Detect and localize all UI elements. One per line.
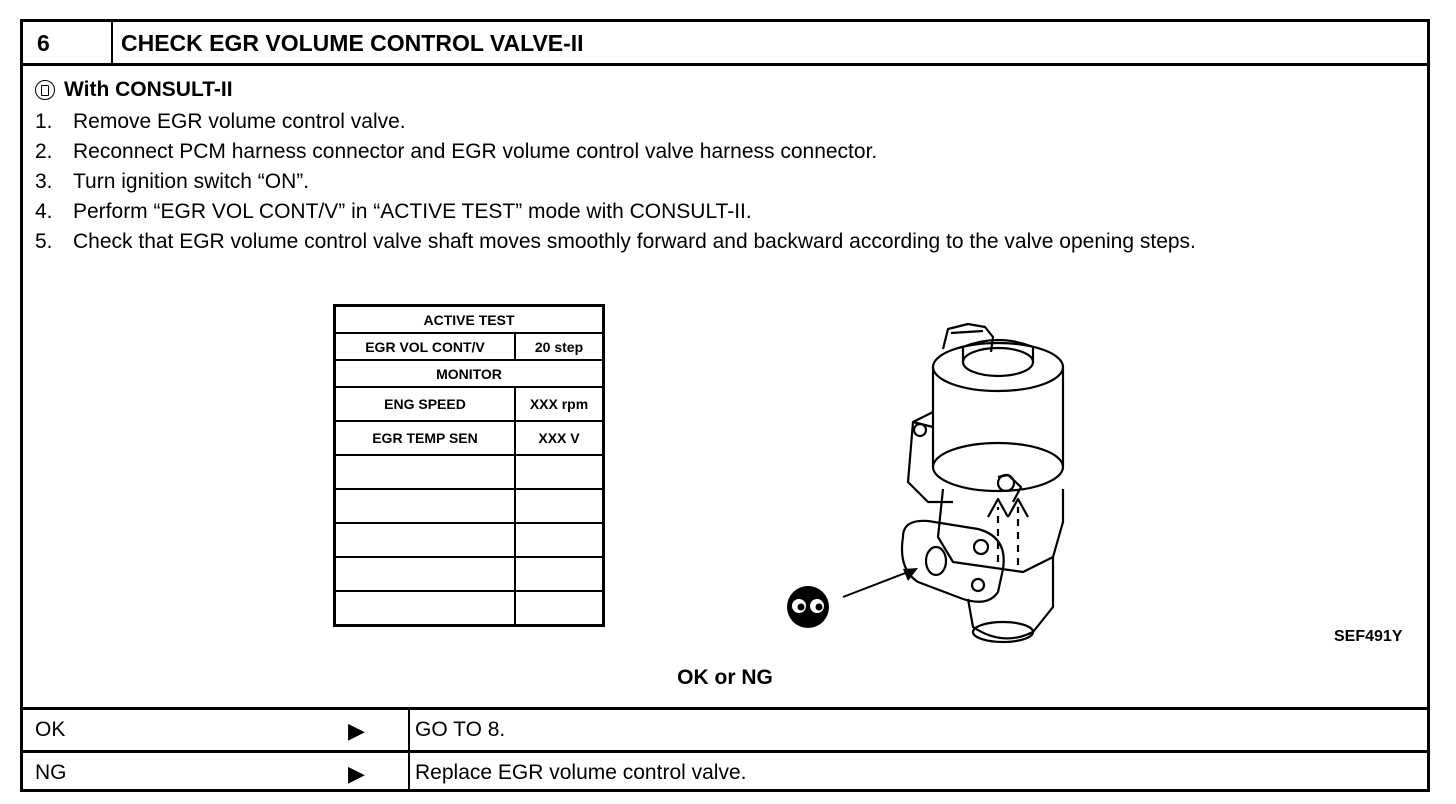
step-header [23, 22, 1427, 66]
step-text: Perform “EGR VOL CONT/V” in “ACTIVE TEST” mode with CONSULT-II. [73, 200, 752, 223]
empty-cell [335, 489, 516, 523]
monitor-heading: MONITOR [335, 360, 604, 387]
monitor-item-value: XXX V [515, 421, 604, 455]
step-text: Remove EGR volume control valve. [73, 110, 406, 133]
step-title: CHECK EGR VOLUME CONTROL VALVE-II [121, 30, 584, 56]
procedure-step [35, 167, 1403, 197]
step-number: 6 [37, 30, 50, 56]
procedure-step [35, 137, 1403, 167]
step-text: Turn ignition switch “ON”. [73, 170, 310, 193]
empty-cell [515, 523, 604, 557]
test-item-value: 20 step [515, 333, 604, 360]
right-triangle-icon: ▶ [348, 761, 365, 786]
step-text: Check that EGR volume control valve shaft moves smoothly forward and backward according to the valve opening steps. [73, 230, 1196, 253]
result-action: Replace EGR volume control valve. [415, 761, 747, 784]
procedure-steps [35, 107, 1403, 257]
empty-cell [515, 455, 604, 489]
procedure-frame [20, 19, 1430, 792]
consult-label: With CONSULT-II [64, 78, 233, 101]
step-num: 5. [35, 230, 53, 253]
monitor-item-name: EGR TEMP SEN [335, 421, 516, 455]
empty-cell [335, 591, 516, 626]
result-row-ng [23, 750, 1427, 789]
consult-heading [35, 78, 233, 102]
active-test-screen [333, 304, 605, 627]
procedure-step [35, 197, 1403, 227]
result-label: OK [35, 718, 66, 741]
result-label: NG [35, 761, 67, 784]
empty-cell [335, 557, 516, 591]
step-num: 1. [35, 110, 53, 133]
procedure-step [35, 107, 1403, 137]
empty-cell [515, 489, 604, 523]
empty-cell [335, 455, 516, 489]
monitor-item-value: XXX rpm [515, 387, 604, 421]
result-action: GO TO 8. [415, 718, 506, 741]
result-row-ok [23, 707, 1427, 750]
figure-code: SEF491Y [1334, 628, 1403, 645]
active-test-title: ACTIVE TEST [335, 306, 604, 334]
consult-icon [35, 80, 55, 100]
decision-label: OK or NG [677, 666, 773, 689]
result-divider [408, 753, 410, 789]
step-num: 4. [35, 200, 53, 223]
result-divider [408, 710, 410, 750]
test-item-name: EGR VOL CONT/V [335, 333, 516, 360]
empty-cell [515, 591, 604, 626]
header-divider [111, 22, 113, 63]
right-triangle-icon: ▶ [348, 718, 365, 743]
monitor-item-name: ENG SPEED [335, 387, 516, 421]
empty-cell [335, 523, 516, 557]
procedure-step [35, 227, 1403, 257]
step-num: 3. [35, 170, 53, 193]
egr-valve-illustration [753, 307, 1093, 652]
step-text: Reconnect PCM harness connector and EGR volume control valve harness connector. [73, 140, 878, 163]
empty-cell [515, 557, 604, 591]
step-num: 2. [35, 140, 53, 163]
